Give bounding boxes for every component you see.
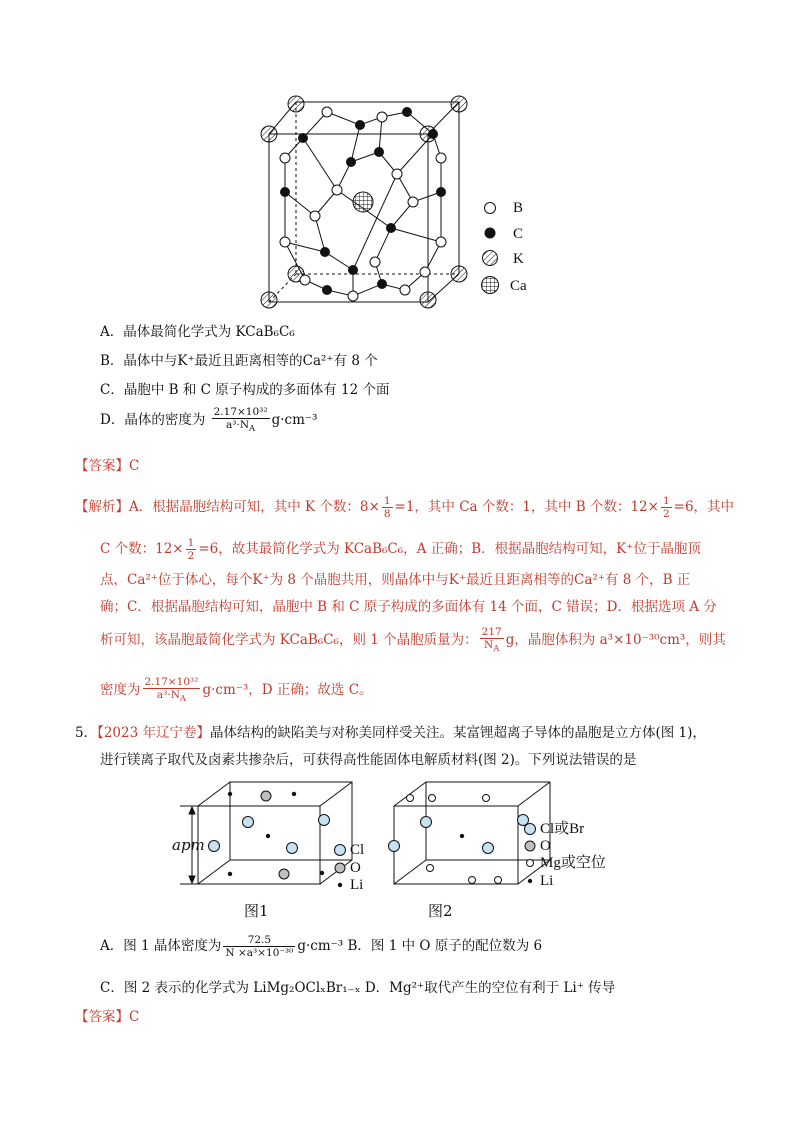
frac-den: $N_A$ — [484, 639, 500, 655]
frac-num: 1 — [187, 537, 195, 549]
analysis-l1a: A．根据晶胞结构可知，其中 K 个数：8× — [129, 499, 380, 516]
analysis-l2b: =6，故其最简化学式为 KCaB₆C₆，A 正确；B．根据晶胞结构可知，K⁺位于晶胞顶 — [198, 541, 701, 558]
legend-icons-figure-1 — [478, 198, 502, 298]
option-d-unit: g·cm⁻³ — [271, 411, 318, 428]
frac-den: 8 — [383, 508, 391, 521]
option-a: A．晶体最简化学式为 KCaB₆C₆ — [100, 324, 295, 340]
frac-one-eighth — [382, 495, 393, 520]
analysis-l5b: g，晶胞体积为 a³×10⁻³⁰cm³，则其 — [505, 631, 726, 648]
analysis-line-2 — [100, 537, 701, 562]
fig2b-legend-o: O — [540, 838, 551, 854]
q5-source: 【2023 年辽宁卷】 — [97, 725, 210, 741]
frac-num: 1 — [383, 495, 391, 507]
apm-label: apm — [172, 836, 205, 854]
q4-answer: 【答案】C — [75, 458, 140, 474]
fig2a-legend-cl: Cl — [350, 842, 365, 858]
frac-den-text: a³·N — [156, 689, 180, 702]
frac-den: 2 — [187, 550, 195, 563]
fig2a-legend-o: O — [350, 860, 361, 876]
legend-b-label: B — [513, 200, 524, 216]
analysis-l1b: =1，其中 Ca 个数：1，其中 B 个数：12× — [394, 499, 659, 516]
legend-c-label: C — [513, 226, 524, 242]
q5-line-1 — [75, 725, 706, 741]
analysis-line-1 — [75, 495, 734, 520]
analysis-l5a: 析可知，该晶胞最简化学式为 KCaB₆C₆，则 1 个晶胞质量为： — [100, 631, 478, 648]
crystal-cell-figure-2 — [170, 780, 630, 920]
option-c: C．晶胞中 B 和 C 原子构成的多面体有 12 个面 — [100, 382, 390, 398]
q5-option-d: D．Mg²⁺取代产生的空位有利于 Li⁺ 传导 — [364, 980, 616, 996]
q5-option-c: C．图 2 表示的化学式为 LiMg₂OClₓBr₁₋ₓ — [100, 980, 361, 996]
frac-num: 72.5 — [223, 934, 295, 947]
frac-den: N ×a³×10⁻³⁰ — [225, 947, 294, 960]
fig2b-legend-li: Li — [540, 873, 554, 889]
analysis-line-6 — [100, 676, 373, 705]
q5-option-a-fraction — [223, 934, 295, 959]
frac-num: 2.17×10³² — [144, 676, 199, 688]
q5-number: 5． — [75, 725, 98, 741]
legend-ca-label: Ca — [510, 278, 527, 294]
frac-one-half-a — [661, 495, 672, 520]
frac-mass — [480, 626, 504, 655]
q5-option-a-unit: g·cm⁻³ — [297, 938, 344, 955]
q5-option-b: B．图 1 中 O 原子的配位数为 6 — [347, 938, 543, 955]
figure-1-caption: 图1 — [244, 902, 269, 920]
frac-den-text: N — [484, 639, 494, 652]
option-d-denominator: $a^3\cdot N_A$ — [226, 419, 256, 435]
fig2b-legend-mg: Mg或空位 — [540, 855, 606, 871]
option-d-den-text: a³·N — [226, 419, 250, 432]
analysis-line-4: 确；C．根据晶胞结构可知，晶胞中 B 和 C 原子构成的多面体有 14 个面，C 错误；D．根据选项 A 分 — [100, 599, 717, 615]
frac-num: 1 — [662, 495, 670, 507]
analysis-l6a: 密度为 — [100, 681, 141, 698]
q5-text-1: 晶体结构的缺陷美与对称美同样受关注。某富锂超离子导体的晶胞是立方体(图 1)， — [210, 725, 706, 741]
analysis-l2a: C 个数：12× — [100, 541, 184, 558]
q5-answer: 【答案】C — [75, 1009, 140, 1025]
frac-den: 2 — [662, 508, 670, 521]
frac-density — [143, 676, 201, 705]
q5-option-c-d — [100, 980, 615, 996]
analysis-l1c: =6，其中 — [673, 499, 735, 516]
option-d-fraction — [212, 406, 270, 435]
frac-den: $a^3\cdot N_A$ — [156, 689, 187, 705]
option-d-prefix: D．晶体的密度为 — [100, 411, 206, 428]
analysis-tag: 【解析】 — [75, 499, 129, 516]
option-d-numerator: 2.17×10³² — [213, 406, 268, 418]
analysis-l6b: g·cm⁻³，D 正确；故选 C。 — [202, 681, 373, 698]
fig2b-legend-clbr: Cl或Br — [540, 821, 585, 837]
analysis-line-5 — [100, 626, 726, 655]
frac-one-half-b — [186, 537, 197, 562]
q5-option-a-b — [100, 934, 542, 959]
option-d — [100, 406, 317, 435]
q5-option-a-prefix: A．图 1 晶体密度为 — [100, 938, 222, 955]
fig2a-legend-li: Li — [350, 877, 364, 893]
figure-2-caption: 图2 — [428, 902, 453, 920]
option-b: B．晶体中与K⁺最近且距离相等的Ca²⁺有 8 个 — [100, 353, 378, 369]
frac-num: 217 — [481, 626, 502, 638]
legend-k-label: K — [513, 251, 524, 267]
q5-line-2: 进行镁离子取代及卤素共掺杂后，可获得高性能固体电解质材料(图 2)。下列说法错误的是 — [100, 752, 637, 768]
analysis-line-3: 点，Ca²⁺位于体心，每个K⁺为 8 个晶胞共用，则晶体中与K⁺最近且距离相等的Ca²⁺有 8 个，B 正 — [100, 572, 691, 588]
